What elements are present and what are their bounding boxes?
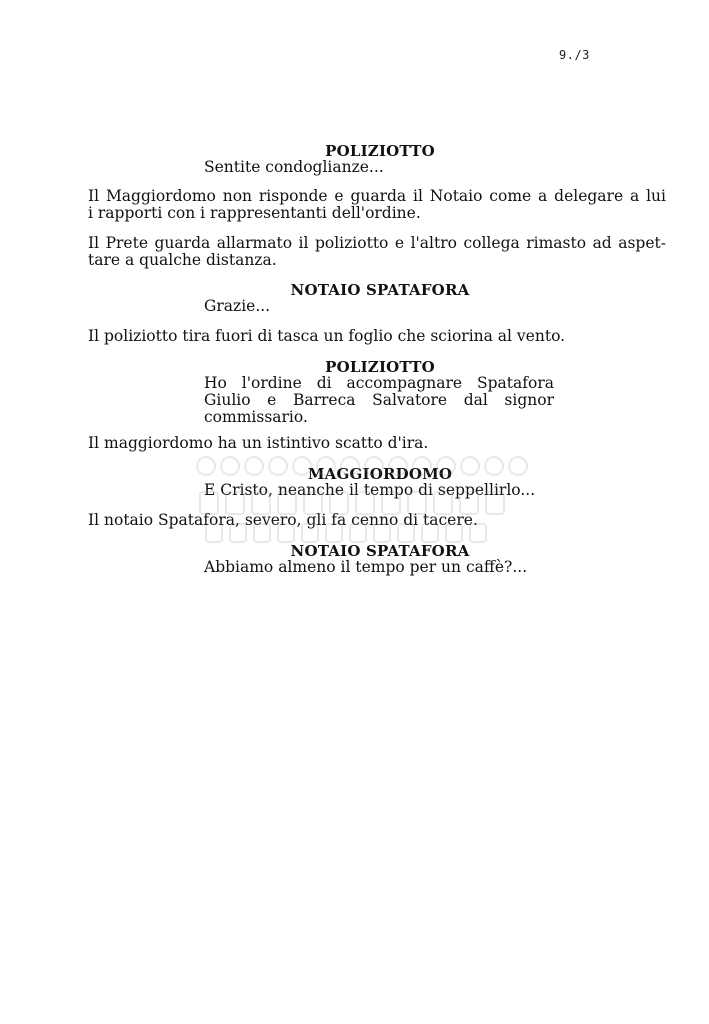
dialogue-line: Abbiamo almeno il tempo per un caffè?...: [204, 558, 528, 576]
action: [88, 235, 666, 269]
dialogue-line: Grazie...: [204, 297, 271, 315]
page-number: 9./3: [559, 48, 590, 62]
action-line: tare a qualche distanza.: [88, 251, 277, 269]
dialogue: [204, 482, 554, 499]
dialogue: [204, 375, 554, 426]
action-line: Il poliziotto tira fuori di tasca un foglio che sciorina al vento.: [88, 327, 566, 345]
dialogue-line: Giulio e Barreca Salvatore dal signor: [204, 391, 554, 409]
action: [88, 188, 666, 222]
action: [88, 435, 666, 452]
dialogue-line: Sentite condoglianze...: [204, 158, 384, 176]
action-line: Il notaio Spatafora, severo, gli fa cenno di tacere.: [88, 511, 478, 529]
action-line: Il Prete guarda allarmato il poliziotto e l'altro collega rimasto ad aspet-: [88, 234, 666, 252]
action-line: Il maggiordomo ha un istintivo scatto d'ira.: [88, 434, 429, 452]
dialogue-line: Ho l'ordine di accompagnare Spatafora: [204, 374, 554, 392]
action-line: i rapporti con i rappresentanti dell'ordine.: [88, 204, 421, 222]
character-cue: POLIZIOTTO: [325, 358, 435, 376]
dialogue: [204, 298, 554, 315]
dialogue: [204, 559, 554, 576]
character-cue: NOTAIO SPATAFORA: [290, 281, 470, 299]
action: [88, 512, 666, 529]
dialogue-line: commissario.: [204, 408, 308, 426]
action-line: Il Maggiordomo non risponde e guarda il Notaio come a delegare a lui: [88, 187, 666, 205]
dialogue: [204, 159, 554, 176]
character-cue: NOTAIO SPATAFORA: [290, 542, 470, 560]
character-cue: POLIZIOTTO: [325, 142, 435, 160]
character-cue: MAGGIORDOMO: [307, 465, 453, 483]
dialogue-line: E Cristo, neanche il tempo di seppellirlo...: [204, 481, 536, 499]
action: [88, 328, 666, 345]
